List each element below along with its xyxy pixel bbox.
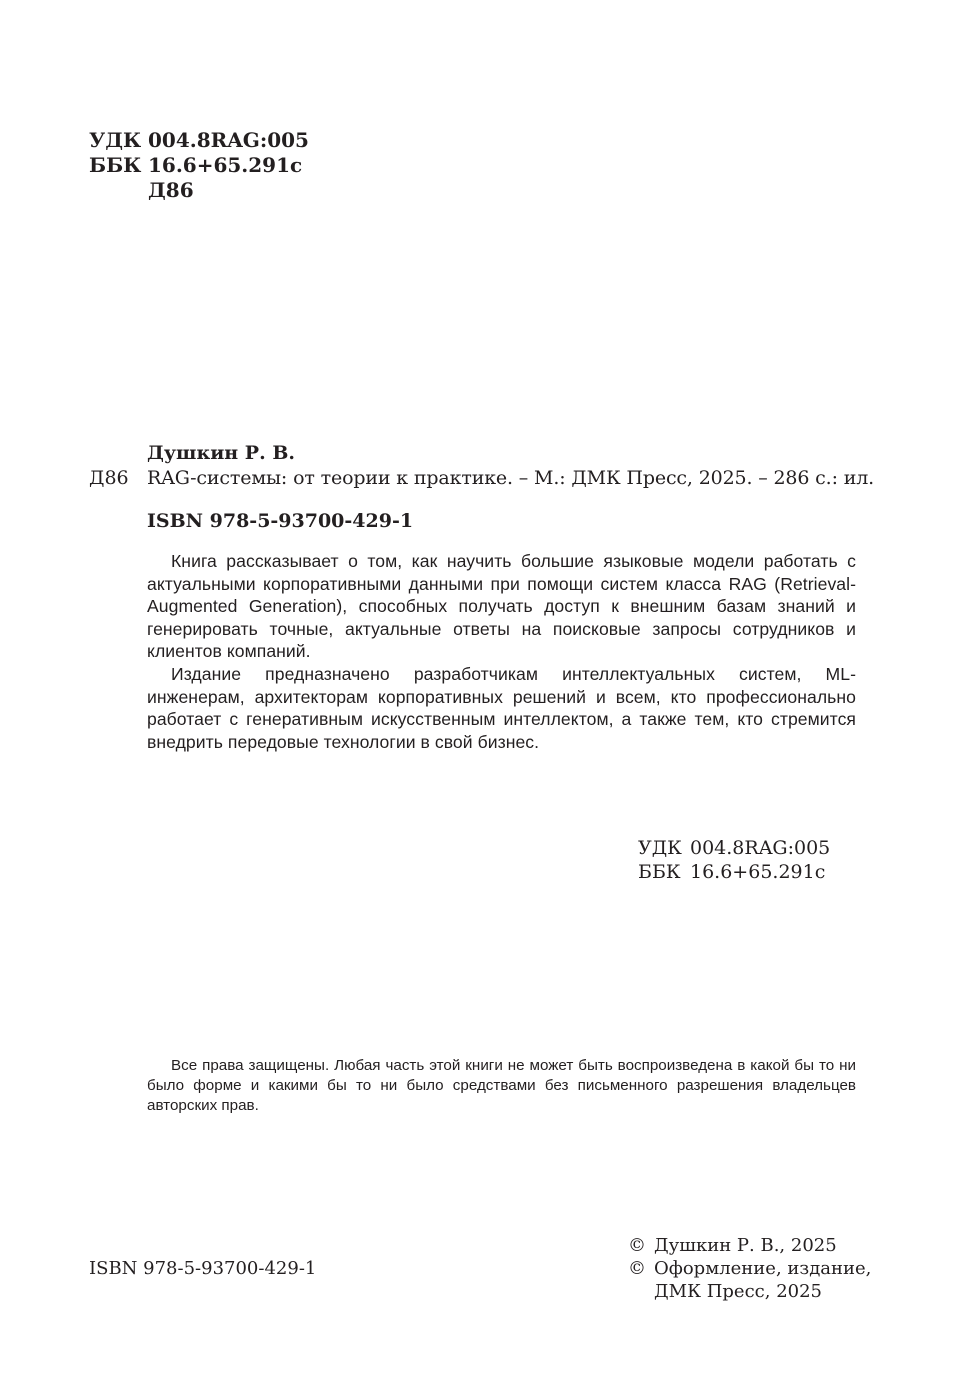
right-classification xyxy=(638,836,830,884)
top-udk-value: 004.8RAG:005 xyxy=(148,128,309,152)
top-bbk-label: ББК xyxy=(89,153,142,177)
copyright-author: Душкин Р. В., 2025 xyxy=(654,1235,837,1256)
right-bbk-label: ББК xyxy=(638,861,681,883)
top-bbk-value: 16.6+65.291с xyxy=(148,153,303,177)
copyright-design: Оформление, издание, xyxy=(654,1258,872,1279)
copyright-block xyxy=(628,1234,871,1303)
top-author-mark-line xyxy=(89,178,309,203)
copyright-line-3 xyxy=(628,1280,871,1303)
top-bbk-line xyxy=(89,153,309,178)
top-udk-line xyxy=(89,128,309,153)
top-author-mark: Д86 xyxy=(148,178,194,202)
right-bbk-value: 16.6+65.291с xyxy=(690,861,826,883)
copyright-line-2 xyxy=(628,1257,871,1280)
copyright-symbol-2: © xyxy=(628,1258,646,1279)
right-udk-line xyxy=(638,836,830,860)
catalog-title-line: RAG-системы: от теории к практике. – М.: ДМК Пресс, 2025. – 286 с.: ил. xyxy=(147,467,875,489)
catalog-author: Душкин Р. В. xyxy=(147,442,296,464)
bottom-isbn: ISBN 978-5-93700-429-1 xyxy=(89,1258,317,1279)
annotation-paragraph-2: Издание предназначено разработчикам интеллектуальных систем, ML-инженерам, архитекторам корпоративных решений и всем, кто профессионально работает с генеративным искусственным интеллектом, а также тем, кто стремится внедрить передовые технологии в свой бизнес. xyxy=(147,664,856,752)
right-udk-label: УДК xyxy=(638,837,682,859)
catalog-isbn: ISBN 978-5-93700-429-1 xyxy=(147,510,414,532)
copyright-symbol-1: © xyxy=(628,1235,646,1256)
rights-notice: Все права защищены. Любая часть этой книги не может быть воспроизведена в какой бы то ни было форме и какими бы то ни было средствами без письменного разрешения владельцев авторских прав. xyxy=(147,1057,856,1114)
top-classification xyxy=(89,128,309,203)
annotation-paragraph-1: Книга рассказывает о том, как научить большие языковые модели работать с актуальными корпоративными данными при помощи систем класса RAG (Retrieval-Augmented Generation), способных получать доступ к внешним базам знаний и генерировать точные, актуальные ответы на поисковые запросы сотрудников и клиентов компаний. xyxy=(147,551,856,662)
copyright-line-1 xyxy=(628,1234,871,1257)
catalog-mark: Д86 xyxy=(89,467,129,489)
copyright-publisher: ДМК Пресс, 2025 xyxy=(654,1281,823,1302)
right-bbk-line xyxy=(638,860,830,884)
right-udk-value: 004.8RAG:005 xyxy=(690,837,831,859)
top-udk-label: УДК xyxy=(89,128,142,152)
